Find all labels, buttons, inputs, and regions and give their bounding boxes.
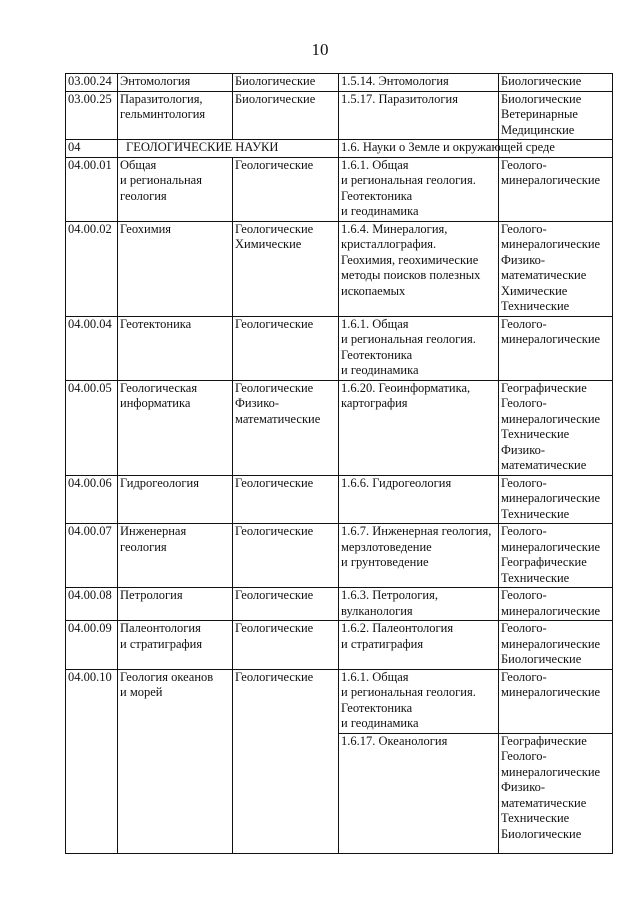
new-science-branches-cell-line: минералогические [501,764,601,779]
new-specialty-cell-line: кристаллография. [341,237,437,251]
old-specialty-name-cell [118,588,233,621]
old-science-branches-cell [233,221,339,316]
old-specialty-name-cell-line: Гидрогеология [120,475,199,490]
new-science-branches-cell-line: минералогические [501,332,601,346]
old-science-branches-cell-line: Физико- [235,396,280,410]
old-specialty-name-cell-line: Паразитология, [120,91,203,106]
new-specialty-cell-line: 1.6.1. Общая [341,316,409,331]
new-science-branches-cell-line: математические [501,795,587,810]
page-number: 10 [311,40,329,59]
new-science-branches-cell [499,316,613,380]
new-science-branches-cell-line: Биологические [501,91,582,106]
table-row [66,316,613,380]
new-specialty-cell [339,157,499,221]
new-science-branches-cell-line: Геолого- [501,588,547,602]
new-science-branches-cell [499,221,613,316]
new-specialty-cell-line: Геотектоника [341,347,413,362]
new-science-branches-cell-line: Геолого- [501,621,547,635]
new-specialty-cell [339,316,499,380]
new-specialty-cell [339,524,499,588]
new-specialty-cell-line: 1.6.4. Минералогия, [341,221,448,236]
table-row [66,221,613,316]
new-science-branches-cell [499,621,613,670]
new-science-branches-cell [499,475,613,524]
new-science-branches-cell [499,669,613,733]
old-science-branches-cell-line: Геологические [235,475,314,490]
new-specialty-cell-line: и стратиграфия [341,636,424,651]
new-science-branches-cell-line: Геолого- [501,157,547,172]
table-row [66,669,613,733]
old-science-branches-cell [233,380,339,475]
new-science-branches-cell-line: минералогические [501,411,601,426]
new-science-branches-cell [499,91,613,140]
new-science-branches-cell-line: Геолого- [501,669,547,684]
new-specialty-cell [339,140,555,158]
new-science-branches-cell-line: Физико- [501,442,546,457]
new-science-branches-cell [499,74,613,92]
new-science-branches-cell-line: Геолого- [501,524,547,538]
new-science-branches-cell-line: Биологические [501,652,582,666]
new-specialty-cell-line: вулканология [341,603,413,618]
old-specialty-name-cell [118,91,233,140]
old-specialty-name-cell [118,669,233,853]
new-specialty-cell [339,221,499,316]
old-specialty-name-cell-line: Геотектоника [120,316,192,331]
new-science-branches-cell-line: Геолого- [501,221,547,236]
new-specialty-cell-line: 1.5.17. Паразитология [341,91,458,106]
new-specialty-cell-line: мерзлотоведение [341,539,432,554]
old-science-branches-cell [233,157,339,221]
new-science-branches-cell-line: Геолого- [501,749,547,763]
old-specialty-name-cell-line: Инженерная [120,524,187,538]
table-row [66,621,613,670]
table-row [66,475,613,524]
new-specialty-cell-line: и региональная геология. [341,173,476,187]
old-specialty-name-cell-line: и региональная [120,173,202,187]
old-science-branches-cell-line: Геологические [235,316,314,331]
old-specialty-name-cell [118,621,233,670]
new-science-branches-cell-line: Географические [501,380,587,395]
new-specialty-cell-line: и геодинамика [341,204,419,218]
new-specialty-cell-line: 1.6. Науки о Земле и окружающей среде [341,140,555,154]
table-row [66,588,613,621]
new-science-branches-cell-line: минералогические [501,491,601,505]
new-science-branches-cell-line: минералогические [501,636,601,651]
new-science-branches-cell-line: Физико- [501,780,546,794]
old-science-branches-cell-line: Геологические [235,669,314,684]
new-specialty-cell-line: ископаемых [341,283,406,298]
old-science-branches-cell-line: Геологические [235,380,314,395]
code-cell: 04.00.01 [66,157,118,221]
new-specialty-cell-line: 1.6.7. Инженерная геология, [341,524,492,538]
new-specialty-cell-line: 1.6.17. Океанология [341,733,448,748]
old-science-branches-cell-line: Геологические [235,588,314,602]
new-science-branches-cell-line: минералогические [501,603,601,618]
new-specialty-cell-line: Геохимия, геохимические [341,252,479,267]
new-science-branches-cell-line: Технические [501,570,570,585]
table-row [66,140,613,158]
code-cell: 04.00.02 [66,221,118,316]
new-specialty-cell-line: и региональная геология. [341,332,476,346]
section-title-cell: ГЕОЛОГИЧЕСКИЕ НАУКИ [118,140,339,158]
table-row [66,91,613,140]
new-science-branches-cell-line: минералогические [501,539,601,554]
new-specialty-cell-line: 1.6.20. Геоинформатика, [341,380,471,395]
old-science-branches-cell-line: Химические [235,237,302,251]
new-science-branches-cell [499,157,613,221]
new-specialty-cell-line: Геотектоника [341,700,413,715]
new-specialty-cell-line: 1.6.3. Петрология, [341,588,438,602]
new-science-branches-cell [499,524,613,588]
new-specialty-cell-line: и геодинамика [341,716,419,730]
old-science-branches-cell [233,74,339,92]
new-science-branches-cell-line: Медицинские [501,122,575,137]
old-specialty-name-cell [118,74,233,92]
new-specialty-cell-line: Геотектоника [341,188,413,203]
new-science-branches-cell-line: математические [501,458,587,472]
old-specialty-name-cell-line: и стратиграфия [120,636,203,651]
new-specialty-cell [339,733,499,853]
code-cell: 03.00.24 [66,74,118,92]
new-specialty-cell-line: и региональная геология. [341,685,476,699]
new-science-branches-cell-line: минералогические [501,237,601,251]
new-specialty-cell [339,669,499,733]
new-specialty-cell-line: 1.6.1. Общая [341,157,409,172]
old-specialty-name-cell [118,475,233,524]
old-science-branches-cell-line: математические [235,411,321,426]
new-science-branches-cell-line: Химические [501,283,568,298]
new-specialty-cell-line: методы поисков полезных [341,268,481,282]
old-science-branches-cell [233,475,339,524]
new-specialty-cell-line: картография [341,396,408,410]
new-science-branches-cell-line: Физико- [501,252,546,267]
old-specialty-name-cell-line: Геохимия [120,221,172,236]
code-cell: 03.00.25 [66,91,118,140]
new-science-branches-cell-line: математические [501,268,587,282]
code-cell: 04.00.10 [66,669,118,853]
new-science-branches-cell-line: Технические [501,811,570,825]
table-row [66,74,613,92]
old-specialty-name-cell-line: гельминтология [120,107,206,121]
old-specialty-name-cell-line: информатика [120,396,191,410]
old-science-branches-cell [233,669,339,853]
new-science-branches-cell-line: Геолого- [501,316,547,331]
old-science-branches-cell-line: Биологические [235,91,316,106]
old-science-branches-cell [233,621,339,670]
old-science-branches-cell-line: Геологические [235,157,314,172]
new-specialty-cell-line: 1.6.1. Общая [341,669,409,684]
code-cell: 04.00.08 [66,588,118,621]
new-science-branches-cell [499,733,613,853]
new-science-branches-cell-line: Географические [501,555,587,569]
old-science-branches-cell-line: Геологические [235,221,314,236]
old-science-branches-cell [233,316,339,380]
old-specialty-name-cell-line: Палеонтология [120,621,201,635]
new-specialty-cell-line: и грунтоведение [341,555,429,569]
code-cell: 04.00.07 [66,524,118,588]
old-specialty-name-cell [118,221,233,316]
new-science-branches-cell-line: Географические [501,733,587,748]
new-science-branches-cell-line: Геолого- [501,396,547,410]
old-science-branches-cell-line: Геологические [235,621,314,635]
code-cell: 04 [66,140,118,158]
old-specialty-name-cell [118,380,233,475]
new-specialty-cell-line: и геодинамика [341,363,419,377]
table-row [66,524,613,588]
new-specialty-cell-line: 1.5.14. Энтомология [341,74,449,88]
new-science-branches-cell-line: Ветеринарные [501,107,578,121]
old-specialty-name-cell [118,524,233,588]
old-specialty-name-cell-line: геология [120,539,167,554]
correspondence-table [65,73,613,854]
new-science-branches-cell-line: Технические [501,427,570,441]
new-science-branches-cell-line: минералогические [501,173,601,187]
old-specialty-name-cell-line: геология [120,188,167,203]
new-science-branches-cell-line: Технические [501,299,570,313]
new-science-branches-cell-line: Геолого- [501,475,547,490]
old-specialty-name-cell-line: и морей [120,685,163,699]
old-science-branches-cell-line: Геологические [235,524,314,538]
old-specialty-name-cell-line: Геология океанов [120,669,214,684]
new-specialty-cell [339,475,499,524]
new-specialty-cell [339,588,499,621]
old-specialty-name-cell-line: Петрология [120,588,183,602]
old-science-branches-cell [233,91,339,140]
new-specialty-cell [339,380,499,475]
old-specialty-name-cell [118,157,233,221]
new-specialty-cell [339,74,499,92]
old-science-branches-cell [233,588,339,621]
new-specialty-cell-line: 1.6.6. Гидрогеология [341,475,452,490]
table-row [66,380,613,475]
code-cell: 04.00.09 [66,621,118,670]
old-specialty-name-cell [118,316,233,380]
table-row [66,157,613,221]
old-specialty-name-cell-line: Геологическая [120,380,198,395]
code-cell: 04.00.06 [66,475,118,524]
new-science-branches-cell-line: минералогические [501,685,601,699]
new-specialty-cell-line: 1.6.2. Палеонтология [341,621,454,635]
code-cell: 04.00.04 [66,316,118,380]
new-science-branches-cell [499,588,613,621]
new-science-branches-cell-line: Технические [501,506,570,521]
old-science-branches-cell [233,524,339,588]
new-specialty-cell [339,621,499,670]
new-science-branches-cell-line: Биологические [501,74,582,88]
new-science-branches-cell-line: Биологические [501,826,582,841]
new-science-branches-cell [499,380,613,475]
old-specialty-name-cell-line: Энтомология [120,74,191,88]
code-cell: 04.00.05 [66,380,118,475]
old-science-branches-cell-line: Биологические [235,74,316,88]
new-specialty-cell [339,91,499,140]
old-specialty-name-cell-line: Общая [120,157,157,172]
